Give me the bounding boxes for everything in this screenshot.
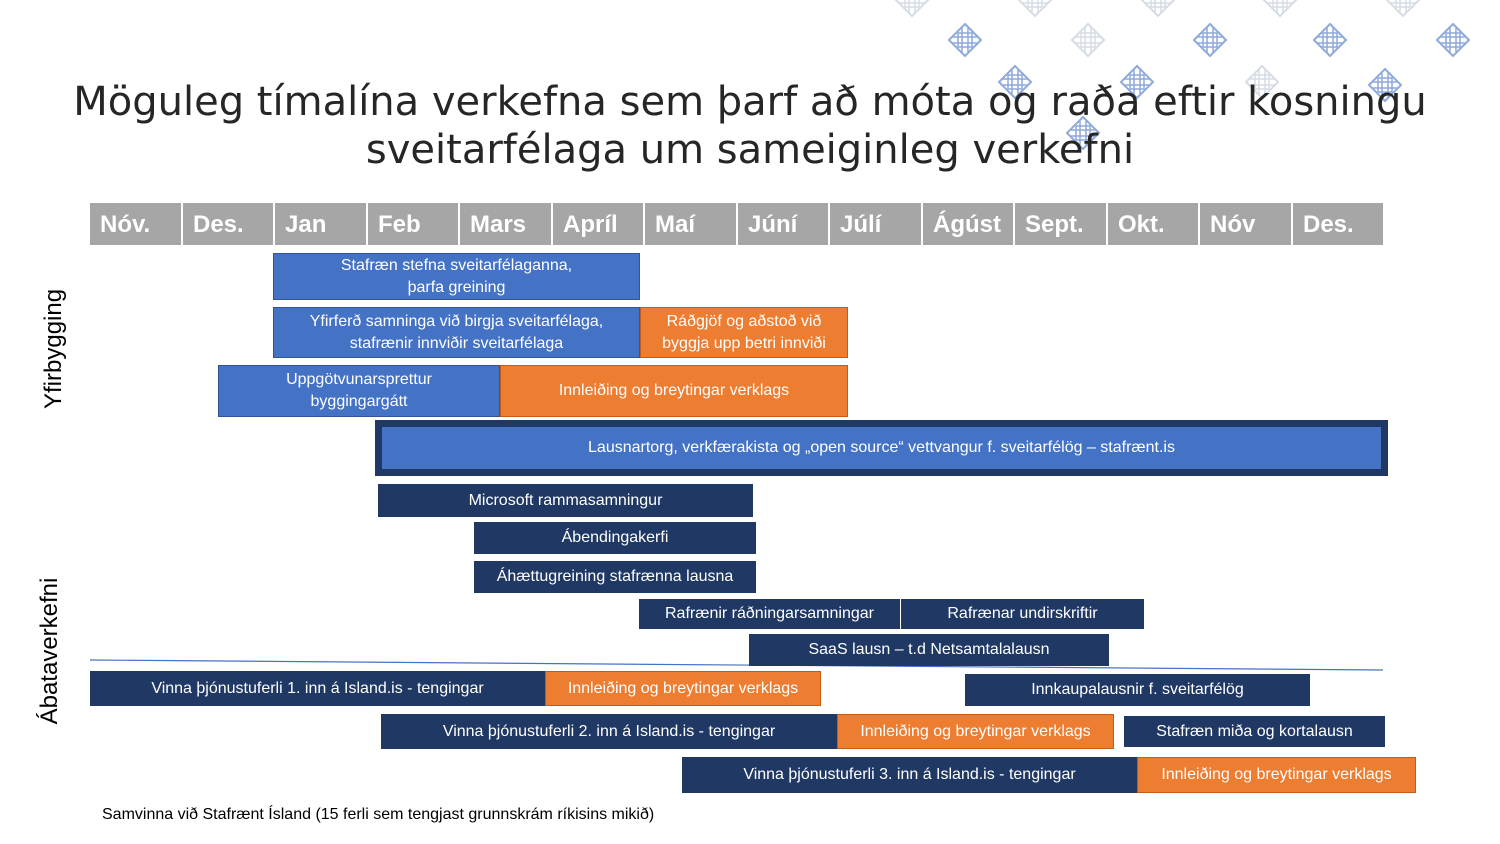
task-bar: Innkaupalausnir f. sveitarfélög [965, 674, 1310, 706]
task-label: Stafræn stefna sveitarfélaganna, [340, 256, 573, 274]
month-header: Júlí [830, 203, 921, 245]
footer-note: Samvinna við Stafrænt Ísland (15 ferli sem tengjast grunnskrám ríkisins mikið) [102, 806, 655, 823]
month-header: Jan [275, 203, 366, 245]
task-bar [273, 307, 640, 358]
section-label-abataverkefni: Ábataverkefni [36, 577, 63, 725]
task-bar: Vinna þjónustuferli 1. inn á Island.is - tengingar [90, 671, 545, 706]
month-header: Des. [1293, 203, 1383, 245]
task-bar-frame [375, 420, 1388, 476]
task-bar: Microsoft rammasamningur [378, 484, 753, 517]
month-header: Nóv [1200, 203, 1291, 245]
month-header: Apríl [553, 203, 643, 245]
task-bar: Stafræn miða og kortalausn [1124, 716, 1385, 747]
month-header: Ágúst [923, 203, 1013, 245]
page-title-line-2: sveitarfélaga um sameiginleg verkefni [365, 127, 1135, 173]
page-title-line-1: Möguleg tímalína verkefna sem þarf að móta og raða eftir kosningu [73, 79, 1427, 125]
month-header: Mars [460, 203, 551, 245]
task-bar: Rafrænir ráðningarsamningar [639, 599, 900, 629]
month-header: Maí [645, 203, 736, 245]
task-label: byggja upp betri innviði [662, 334, 826, 352]
task-bar: Áhættugreining stafrænna lausna [474, 561, 756, 593]
task-bar [218, 365, 500, 417]
month-header: Feb [368, 203, 458, 245]
page-title [0, 78, 1500, 174]
task-bar: Vinna þjónustuferli 3. inn á Island.is - tengingar [682, 757, 1137, 793]
task-label: byggingargátt [310, 393, 408, 410]
task-bar: Ábendingakerfi [474, 522, 756, 554]
month-header: Júní [738, 203, 828, 245]
task-bar: Rafrænar undirskriftir [901, 599, 1144, 629]
task-label: Ráðgjöf og aðstoð við [666, 312, 822, 330]
task-bar: Innleiðing og breytingar verklags [500, 365, 848, 417]
task-bar: Innleiðing og breytingar verklags [837, 714, 1114, 749]
task-bar: Innleiðing og breytingar verklags [545, 671, 821, 706]
task-bar [273, 253, 640, 300]
task-bar [640, 307, 848, 358]
task-bar: Innleiðing og breytingar verklags [1137, 757, 1416, 793]
task-label: stafrænir innviðir sveitarfélaga [349, 334, 564, 352]
task-bar: Vinna þjónustuferli 2. inn á Island.is - tengingar [381, 714, 837, 749]
section-label-yfirbygging: Yfirbygging [40, 288, 67, 409]
month-header: Nóv. [90, 203, 181, 245]
task-label: Uppgötvunarsprettur [286, 371, 432, 388]
task-label: Yfirferð samninga við birgja sveitarfélaga, [309, 312, 604, 330]
month-header: Des. [183, 203, 273, 245]
month-header: Sept. [1015, 203, 1106, 245]
month-header: Okt. [1108, 203, 1198, 245]
task-bar: Lausnartorg, verkfærakista og „open source“ vettvangur f. sveitarfélög – stafrænt.is [382, 427, 1381, 469]
task-label: þarfa greining [407, 278, 506, 296]
task-bar: SaaS lausn – t.d Netsamtalalausn [749, 634, 1109, 666]
